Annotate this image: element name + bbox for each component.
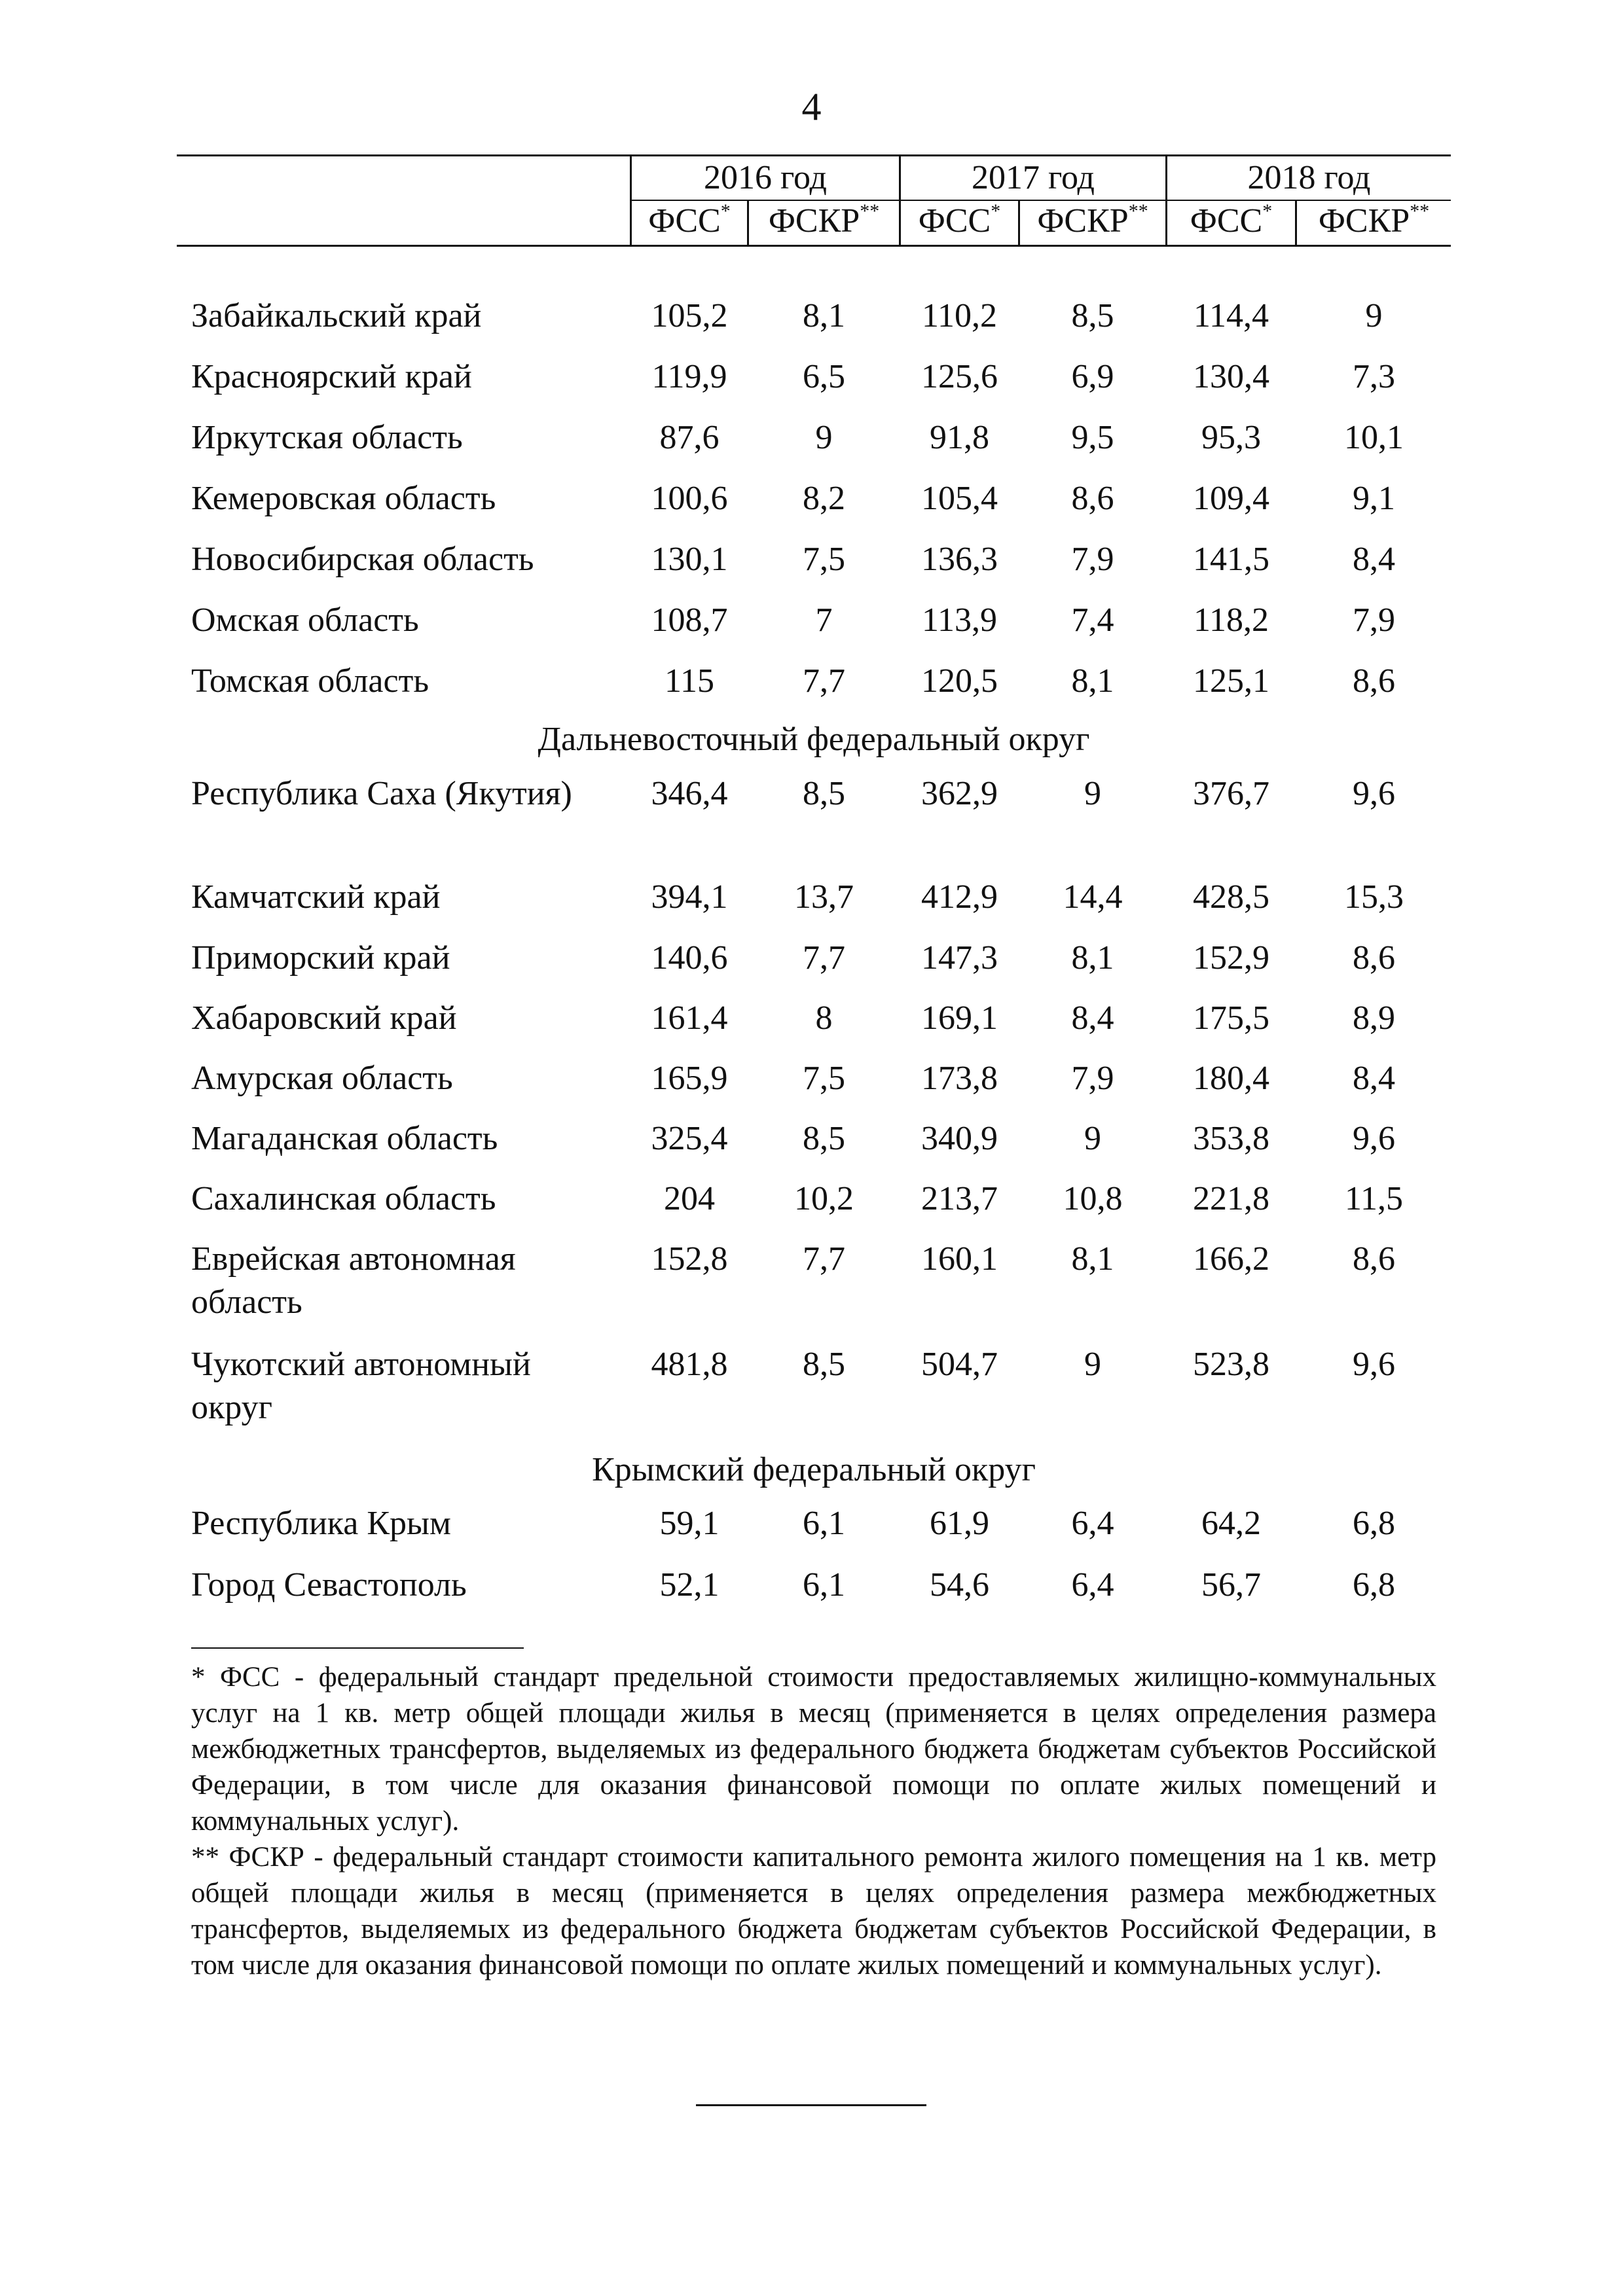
region-name: Омская область bbox=[191, 601, 419, 639]
section-heading-crimea: Крымский федеральный округ bbox=[592, 1451, 1036, 1488]
value-fskr-2016: 7 bbox=[815, 601, 833, 639]
end-of-page-rule bbox=[696, 2104, 926, 2106]
col-fskr-2018: ФСКР** bbox=[1318, 200, 1430, 240]
region-name: Новосибирская область bbox=[191, 541, 534, 578]
value-fskr-2018: 11,5 bbox=[1344, 1180, 1404, 1217]
value-fskr-2018: 8,6 bbox=[1353, 1240, 1395, 1278]
value-fss-2017: 173,8 bbox=[921, 1060, 998, 1097]
value-fss-2016: 100,6 bbox=[651, 480, 728, 517]
value-fskr-2016: 8,5 bbox=[803, 1346, 845, 1383]
value-fskr-2018: 8,9 bbox=[1353, 999, 1395, 1037]
header-middle-rule bbox=[630, 200, 1451, 201]
value-fss-2018: 523,8 bbox=[1193, 1346, 1269, 1383]
region-name: Кемеровская область bbox=[191, 480, 496, 517]
value-fss-2017: 54,6 bbox=[930, 1566, 989, 1604]
value-fskr-2018: 9,1 bbox=[1353, 480, 1395, 517]
value-fskr-2016: 9 bbox=[815, 419, 833, 456]
value-fskr-2017: 8,5 bbox=[1071, 297, 1114, 334]
value-fskr-2018: 9,6 bbox=[1353, 1346, 1395, 1383]
header-bottom-rule bbox=[177, 245, 1451, 247]
col-fss-2018: ФСС* bbox=[1190, 200, 1273, 240]
value-fskr-2016: 8,1 bbox=[803, 297, 845, 334]
value-fskr-2016: 7,7 bbox=[803, 662, 845, 700]
value-fskr-2018: 6,8 bbox=[1353, 1505, 1395, 1542]
value-fss-2018: 118,2 bbox=[1193, 601, 1269, 639]
region-name: Еврейская автономная область bbox=[191, 1240, 516, 1321]
value-fss-2018: 130,4 bbox=[1193, 358, 1269, 395]
value-fss-2017: 136,3 bbox=[921, 541, 998, 578]
region-name: Город Севастополь bbox=[191, 1566, 467, 1604]
value-fss-2016: 119,9 bbox=[651, 358, 727, 395]
value-fskr-2017: 8,1 bbox=[1071, 662, 1114, 700]
col-fss-2016: ФСС* bbox=[648, 200, 731, 240]
value-fskr-2018: 8,6 bbox=[1353, 662, 1395, 700]
value-fskr-2017: 14,4 bbox=[1063, 878, 1123, 916]
value-fss-2016: 105,2 bbox=[651, 297, 728, 334]
value-fskr-2018: 9 bbox=[1365, 297, 1383, 334]
value-fss-2018: 175,5 bbox=[1193, 999, 1269, 1037]
region-name: Магаданская область bbox=[191, 1120, 498, 1157]
value-fss-2017: 110,2 bbox=[921, 297, 998, 334]
value-fss-2018: 428,5 bbox=[1193, 878, 1269, 916]
header-top-rule bbox=[177, 154, 1451, 156]
col-fskr-2017: ФСКР** bbox=[1037, 200, 1148, 240]
value-fss-2017: 113,9 bbox=[921, 601, 998, 639]
value-fss-2016: 59,1 bbox=[659, 1505, 720, 1542]
value-fss-2017: 412,9 bbox=[921, 878, 998, 916]
value-fskr-2018: 6,8 bbox=[1353, 1566, 1395, 1604]
value-fskr-2016: 8,5 bbox=[803, 775, 845, 812]
value-fskr-2018: 9,6 bbox=[1353, 775, 1395, 812]
footnote-fss: * ФСС - федеральный стандарт предельной стоимости предоставляемых жилищно-коммунальных услуг на 1 кв. метр общей площади жилья в месяц (применяется в целях определения размера межбюджетных трансфертов, выделяемых из федерального бюджета бюджетам субъектов Российской Федерации, в том числе для оказания финансовой помощи по оплате жилых помещений и коммунальных услуг). bbox=[191, 1662, 1436, 1837]
value-fskr-2017: 9 bbox=[1084, 1346, 1101, 1383]
value-fskr-2017: 8,6 bbox=[1071, 480, 1114, 517]
page-number: 4 bbox=[801, 85, 822, 128]
value-fss-2018: 376,7 bbox=[1193, 775, 1269, 812]
region-name: Сахалинская область bbox=[191, 1180, 496, 1217]
value-fskr-2018: 9,6 bbox=[1353, 1120, 1395, 1157]
value-fss-2018: 353,8 bbox=[1193, 1120, 1269, 1157]
value-fskr-2016: 6,1 bbox=[803, 1566, 845, 1604]
value-fss-2017: 105,4 bbox=[921, 480, 998, 517]
value-fskr-2017: 7,9 bbox=[1071, 541, 1114, 578]
value-fskr-2018: 10,1 bbox=[1344, 419, 1404, 456]
value-fss-2016: 140,6 bbox=[651, 939, 728, 977]
region-name: Приморский край bbox=[191, 939, 450, 977]
value-fskr-2016: 7,5 bbox=[803, 541, 845, 578]
value-fskr-2016: 7,7 bbox=[803, 1240, 845, 1278]
footnote-fskr: ** ФСКР - федеральный стандарт стоимости капитального ремонта жилого помещения на 1 кв. метр общей площади жилья в месяц (применяется в целях определения размера межбюджетных трансфертов, выделяемых из федерального бюджета бюджетам субъектов Российской Федерации, в том числе для оказания финансовой помощи по оплате жилых помещений и коммунальных услуг). bbox=[191, 1842, 1436, 1981]
value-fss-2018: 221,8 bbox=[1193, 1180, 1269, 1217]
value-fss-2017: 504,7 bbox=[921, 1346, 998, 1383]
region-name: Томская область bbox=[191, 662, 429, 700]
value-fss-2016: 161,4 bbox=[651, 999, 728, 1037]
region-name: Забайкальский край bbox=[191, 297, 482, 334]
value-fss-2018: 125,1 bbox=[1193, 662, 1269, 700]
value-fss-2017: 160,1 bbox=[921, 1240, 998, 1278]
value-fss-2016: 115 bbox=[664, 662, 715, 700]
value-fskr-2016: 6,5 bbox=[803, 358, 845, 395]
value-fskr-2018: 8,6 bbox=[1353, 939, 1395, 977]
value-fskr-2016: 8,5 bbox=[803, 1120, 845, 1157]
value-fskr-2017: 8,1 bbox=[1071, 939, 1114, 977]
value-fskr-2017: 9,5 bbox=[1071, 419, 1114, 456]
value-fss-2016: 346,4 bbox=[651, 775, 728, 812]
value-fskr-2017: 6,9 bbox=[1071, 358, 1114, 395]
value-fskr-2018: 15,3 bbox=[1344, 878, 1404, 916]
value-fskr-2016: 10,2 bbox=[794, 1180, 854, 1217]
value-fskr-2017: 7,9 bbox=[1071, 1060, 1114, 1097]
value-fskr-2017: 9 bbox=[1084, 775, 1101, 812]
value-fss-2018: 180,4 bbox=[1193, 1060, 1269, 1097]
value-fss-2016: 481,8 bbox=[651, 1346, 728, 1383]
value-fskr-2017: 8,4 bbox=[1071, 999, 1114, 1037]
value-fss-2017: 61,9 bbox=[930, 1505, 989, 1542]
value-fss-2016: 108,7 bbox=[651, 601, 728, 639]
value-fskr-2017: 10,8 bbox=[1063, 1180, 1123, 1217]
value-fss-2018: 166,2 bbox=[1193, 1240, 1269, 1278]
value-fss-2016: 165,9 bbox=[651, 1060, 728, 1097]
value-fskr-2017: 8,1 bbox=[1071, 1240, 1114, 1278]
value-fskr-2016: 8,2 bbox=[803, 480, 845, 517]
value-fskr-2016: 6,1 bbox=[803, 1505, 845, 1542]
value-fss-2016: 52,1 bbox=[659, 1566, 720, 1604]
value-fss-2017: 120,5 bbox=[921, 662, 998, 700]
value-fskr-2016: 7,5 bbox=[803, 1060, 845, 1097]
value-fss-2018: 64,2 bbox=[1201, 1505, 1261, 1542]
value-fss-2018: 152,9 bbox=[1193, 939, 1269, 977]
value-fskr-2018: 8,4 bbox=[1353, 541, 1395, 578]
region-name: Красноярский край bbox=[191, 358, 472, 395]
value-fss-2018: 109,4 bbox=[1193, 480, 1269, 517]
value-fss-2017: 340,9 bbox=[921, 1120, 998, 1157]
value-fss-2016: 394,1 bbox=[651, 878, 728, 916]
value-fss-2017: 213,7 bbox=[921, 1180, 998, 1217]
region-name: Камчатский край bbox=[191, 878, 441, 916]
value-fss-2018: 114,4 bbox=[1193, 297, 1269, 334]
region-name: Иркутская область bbox=[191, 419, 463, 456]
col-fskr-2016: ФСКР** bbox=[768, 200, 880, 240]
value-fskr-2018: 7,3 bbox=[1353, 358, 1395, 395]
year-2018-header: 2018 год bbox=[1247, 159, 1371, 196]
col-fss-2017: ФСС* bbox=[918, 200, 1001, 240]
value-fskr-2017: 9 bbox=[1084, 1120, 1101, 1157]
value-fss-2017: 169,1 bbox=[921, 999, 998, 1037]
value-fss-2016: 130,1 bbox=[651, 541, 728, 578]
value-fss-2017: 147,3 bbox=[921, 939, 998, 977]
value-fskr-2017: 6,4 bbox=[1071, 1566, 1114, 1604]
region-name: Хабаровский край bbox=[191, 999, 457, 1037]
value-fss-2017: 362,9 bbox=[921, 775, 998, 812]
value-fss-2018: 95,3 bbox=[1201, 419, 1261, 456]
value-fss-2016: 325,4 bbox=[651, 1120, 728, 1157]
region-name: Республика Крым bbox=[191, 1505, 451, 1542]
section-heading-far-east: Дальневосточный федеральный округ bbox=[538, 721, 1090, 758]
value-fskr-2017: 7,4 bbox=[1071, 601, 1114, 639]
value-fskr-2017: 6,4 bbox=[1071, 1505, 1114, 1542]
year-2016-header: 2016 год bbox=[704, 159, 827, 196]
value-fss-2016: 204 bbox=[664, 1180, 715, 1217]
value-fss-2018: 141,5 bbox=[1193, 541, 1269, 578]
value-fss-2016: 87,6 bbox=[659, 419, 720, 456]
region-name: Республика Саха (Якутия) bbox=[191, 775, 572, 812]
value-fskr-2016: 8 bbox=[815, 999, 833, 1037]
value-fss-2017: 91,8 bbox=[930, 419, 989, 456]
year-2017-header: 2017 год bbox=[972, 159, 1095, 196]
value-fskr-2016: 7,7 bbox=[803, 939, 845, 977]
value-fskr-2018: 7,9 bbox=[1353, 601, 1395, 639]
value-fss-2018: 56,7 bbox=[1201, 1566, 1261, 1604]
value-fss-2016: 152,8 bbox=[651, 1240, 728, 1278]
value-fss-2017: 125,6 bbox=[921, 358, 998, 395]
region-name: Чукотский автономный округ bbox=[191, 1346, 531, 1426]
region-name: Амурская область bbox=[191, 1060, 453, 1097]
value-fskr-2018: 8,4 bbox=[1353, 1060, 1395, 1097]
value-fskr-2016: 13,7 bbox=[794, 878, 854, 916]
footnote-separator bbox=[191, 1647, 524, 1649]
